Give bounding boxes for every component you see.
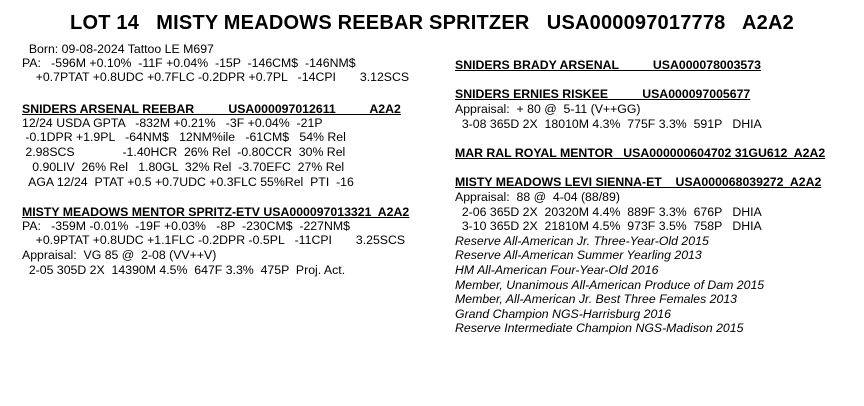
honor-item: HM All-American Four-Year-Old 2016 (455, 263, 659, 277)
honor-item: Reserve All-American Summer Yearling 2013 (455, 248, 702, 262)
dam-line: Appraisal: VG 85 @ 2-08 (VV++V) (22, 248, 217, 262)
dam-line: PA: -359M -0.01% -19F +0.03% -8P -230CM$ -227NM$ (22, 219, 350, 233)
pa-line-2: +0.7PTAT +0.8UDC +0.7FLC -0.2DPR +0.7PL -14CPI 3.12SCS (22, 70, 410, 84)
sire-dam-line: Appraisal: + 80 @ 5-11 (V++GG) (455, 102, 641, 116)
dam-dam-header: MISTY MEADOWS LEVI SIENNA-ET USA000068039272 A2A2 (455, 175, 822, 189)
honor-item: Reserve All-American Jr. Three-Year-Old 2015 (455, 234, 709, 248)
dam-line: 2-05 305D 2X 14390M 4.5% 647F 3.3% 475P Proj. Act. (22, 263, 346, 277)
dam-dam-line: Appraisal: 88 @ 4-04 (88/89) (455, 190, 620, 204)
sire-line: AGA 12/24 PTAT +0.5 +0.7UDC +0.3FLC 55%Rel PTI -16 (22, 175, 354, 189)
dam-dam-line: 2-06 365D 2X 20320M 4.4% 889F 3.3% 676P DHIA (455, 205, 762, 219)
dam-header: MISTY MEADOWS MENTOR SPRITZ-ETV USA000097013321 A2A2 (22, 205, 410, 219)
dam-sire-header: MAR RAL ROYAL MENTOR USA000000604702 31GU612 A2A2 (455, 146, 826, 160)
dam-dam-line: 3-10 365D 2X 21810M 4.5% 973F 3.5% 758P DHIA (455, 219, 762, 233)
honor-item: Grand Champion NGS-Harrisburg 2016 (455, 307, 671, 321)
sire-sire-header: SNIDERS BRADY ARSENAL USA000078003573 (455, 58, 761, 72)
sire-line: 0.90LIV 26% Rel 1.80GL 32% Rel -3.70EFC 27% Rel (22, 160, 345, 174)
dam-line: +0.9PTAT +0.8UDC +1.1FLC -0.2DPR -0.5PL -11CPI 3.25SCS (22, 233, 406, 247)
sire-dam-header: SNIDERS ERNIES RISKEE USA000097005677 (455, 87, 751, 101)
honor-item: Member, All-American Jr. Best Three Females 2013 (455, 292, 738, 306)
honor-item: Reserve Intermediate Champion NGS-Madison 2015 (455, 321, 744, 335)
pa-line-1: PA: -596M +0.10% -11F +0.04% -15P -146CM$ -146NM$ (22, 56, 356, 70)
sire-header: SNIDERS ARSENAL REEBAR USA000097012611 A2A2 (22, 102, 401, 116)
sire-line: 2.98SCS -1.40HCR 26% Rel -0.80CCR 30% Rel (22, 145, 346, 159)
sire-dam-line: 3-08 365D 2X 18010M 4.3% 775F 3.3% 591P DHIA (455, 117, 762, 131)
birth-info: Born: 09-08-2024 Tattoo LE M697 (22, 42, 214, 56)
sire-line: 12/24 USDA GPTA -832M +0.21% -3F +0.04% -21P (22, 116, 323, 130)
honor-item: Member, Unanimous All-American Produce of Dam 2015 (455, 278, 765, 292)
lot-title: LOT 14 MISTY MEADOWS REEBAR SPRITZER USA000097017778 A2A2 (70, 12, 794, 34)
sire-line: -0.1DPR +1.9PL -64NM$ 12NM%ile -61CM$ 54% Rel (22, 130, 346, 144)
